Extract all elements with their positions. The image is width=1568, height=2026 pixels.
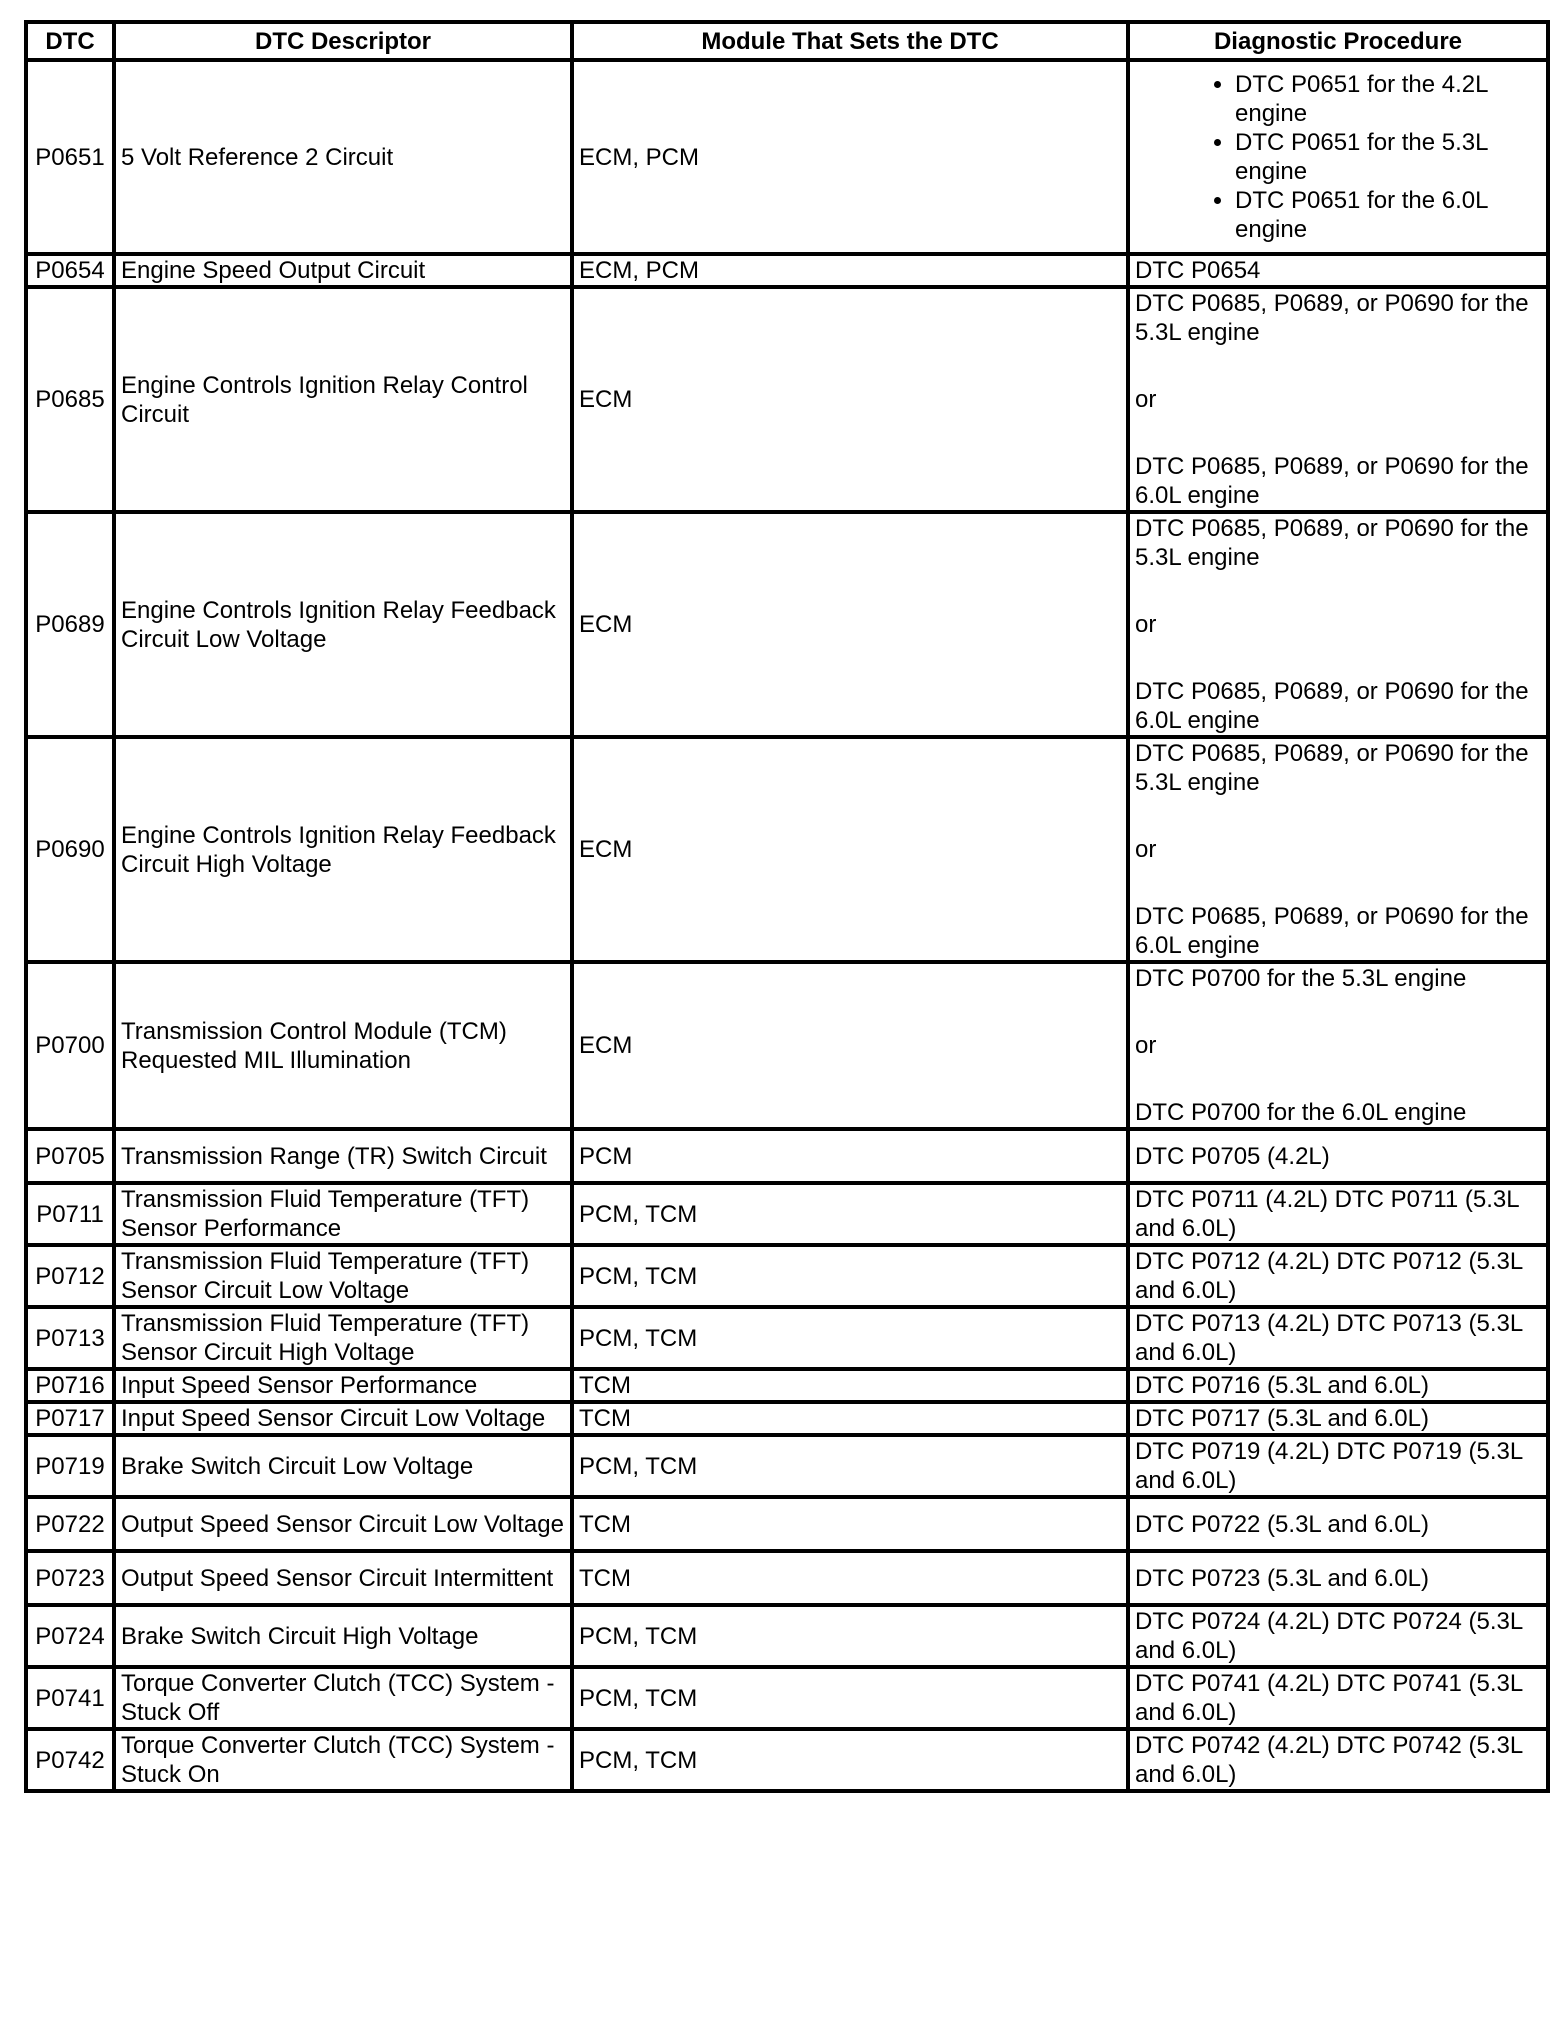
dtc-code-cell: P0719 — [26, 1435, 114, 1497]
diagnostic-procedure-cell — [1128, 1605, 1548, 1667]
procedure-line: or — [1135, 836, 1157, 863]
dtc-code-cell: P0711 — [26, 1183, 114, 1245]
table-row — [26, 737, 1548, 962]
diagnostic-procedure-cell — [1128, 1183, 1548, 1245]
dtc-descriptor-cell: Engine Controls Ignition Relay Feedback Circuit High Voltage — [114, 737, 572, 962]
procedure-line: DTC P0722 (5.3L and 6.0L) — [1135, 1510, 1429, 1538]
table-row — [26, 1183, 1548, 1245]
dtc-descriptor-cell: Output Speed Sensor Circuit Low Voltage — [114, 1497, 572, 1551]
dtc-code-cell: P0651 — [26, 60, 114, 254]
dtc-code-cell: P0705 — [26, 1129, 114, 1183]
dtc-table-body — [26, 60, 1548, 1791]
module-cell: PCM, TCM — [572, 1245, 1128, 1307]
dtc-code-cell: P0717 — [26, 1402, 114, 1435]
header-dtc-descriptor: DTC Descriptor — [114, 22, 572, 60]
dtc-code-cell: P0712 — [26, 1245, 114, 1307]
diagnostic-procedure-cell — [1128, 60, 1548, 254]
table-row — [26, 1369, 1548, 1402]
procedure-line: DTC P0742 (4.2L) DTC P0742 (5.3L and 6.0L) — [1135, 1732, 1529, 1788]
dtc-descriptor-cell: 5 Volt Reference 2 Circuit — [114, 60, 572, 254]
dtc-code-cell: P0722 — [26, 1497, 114, 1551]
dtc-code-cell: P0689 — [26, 512, 114, 737]
diagnostic-procedure-cell — [1128, 1129, 1548, 1183]
dtc-code-cell: P0713 — [26, 1307, 114, 1369]
procedure-spacer — [1135, 797, 1541, 835]
dtc-descriptor-cell: Torque Converter Clutch (TCC) System - Stuck On — [114, 1729, 572, 1791]
module-cell: ECM — [572, 512, 1128, 737]
procedure-line: DTC P0685, P0689, or P0690 for the 5.3L engine — [1135, 515, 1536, 571]
dtc-descriptor-cell: Engine Speed Output Circuit — [114, 254, 572, 287]
table-row — [26, 1402, 1548, 1435]
header-diagnostic-procedure: Diagnostic Procedure — [1128, 22, 1548, 60]
procedure-line: or — [1135, 611, 1157, 638]
diagnostic-procedure-cell — [1128, 1369, 1548, 1402]
procedure-line: DTC P0724 (4.2L) DTC P0724 (5.3L and 6.0L) — [1135, 1608, 1529, 1664]
procedure-bullet-item: • DTC P0651 for the 6.0L engine — [1235, 186, 1541, 244]
diagnostic-procedure-cell — [1128, 512, 1548, 737]
procedure-spacer — [1135, 639, 1541, 677]
header-dtc: DTC — [26, 22, 114, 60]
dtc-code-cell: P0723 — [26, 1551, 114, 1605]
dtc-descriptor-cell: Transmission Fluid Temperature (TFT) Sensor Circuit High Voltage — [114, 1307, 572, 1369]
module-cell: TCM — [572, 1369, 1128, 1402]
procedure-line: or — [1135, 1032, 1157, 1059]
table-row — [26, 1307, 1548, 1369]
procedure-line: DTC P0685, P0689, or P0690 for the 5.3L engine — [1135, 740, 1536, 796]
diagnostic-procedure-cell — [1128, 1402, 1548, 1435]
table-row — [26, 60, 1548, 254]
procedure-spacer — [1135, 347, 1541, 385]
dtc-descriptor-cell: Transmission Fluid Temperature (TFT) Sensor Circuit Low Voltage — [114, 1245, 572, 1307]
module-cell: PCM — [572, 1129, 1128, 1183]
module-cell: TCM — [572, 1402, 1128, 1435]
dtc-code-cell: P0741 — [26, 1667, 114, 1729]
module-cell: ECM — [572, 287, 1128, 512]
table-row — [26, 1667, 1548, 1729]
procedure-spacer — [1135, 993, 1541, 1031]
dtc-descriptor-cell: Output Speed Sensor Circuit Intermittent — [114, 1551, 572, 1605]
procedure-line: DTC P0716 (5.3L and 6.0L) — [1135, 1372, 1429, 1399]
table-row — [26, 1729, 1548, 1791]
diagnostic-procedure-cell — [1128, 1667, 1548, 1729]
dtc-descriptor-cell: Engine Controls Ignition Relay Control Circuit — [114, 287, 572, 512]
procedure-line: DTC P0700 for the 6.0L engine — [1135, 1099, 1467, 1126]
module-cell: ECM — [572, 962, 1128, 1129]
procedure-line: DTC P0685, P0689, or P0690 for the 6.0L engine — [1135, 678, 1536, 734]
diagnostic-procedure-cell — [1128, 254, 1548, 287]
dtc-descriptor-cell: Input Speed Sensor Performance — [114, 1369, 572, 1402]
table-row — [26, 1551, 1548, 1605]
table-row — [26, 512, 1548, 737]
module-cell: PCM, TCM — [572, 1667, 1128, 1729]
diagnostic-procedure-cell — [1128, 962, 1548, 1129]
table-row — [26, 1605, 1548, 1667]
procedure-line: DTC P0685, P0689, or P0690 for the 6.0L engine — [1135, 453, 1536, 509]
diagnostic-procedure-cell — [1128, 1729, 1548, 1791]
header-row — [26, 22, 1548, 60]
procedure-line: DTC P0654 — [1135, 257, 1261, 284]
dtc-code-cell: P0724 — [26, 1605, 114, 1667]
diagnostic-procedure-cell — [1128, 1497, 1548, 1551]
module-cell: ECM, PCM — [572, 60, 1128, 254]
diagnostic-procedure-cell — [1128, 1551, 1548, 1605]
procedure-line: DTC P0700 for the 5.3L engine — [1135, 965, 1467, 992]
procedure-line: DTC P0713 (4.2L) DTC P0713 (5.3L and 6.0L) — [1135, 1310, 1529, 1366]
dtc-descriptor-cell: Torque Converter Clutch (TCC) System - Stuck Off — [114, 1667, 572, 1729]
procedure-bullet-item: • DTC P0651 for the 5.3L engine — [1235, 128, 1541, 186]
dtc-code-cell: P0654 — [26, 254, 114, 287]
procedure-line: DTC P0723 (5.3L and 6.0L) — [1135, 1564, 1429, 1592]
procedure-line: DTC P0717 (5.3L and 6.0L) — [1135, 1405, 1429, 1432]
dtc-descriptor-cell: Brake Switch Circuit Low Voltage — [114, 1435, 572, 1497]
dtc-code-cell: P0716 — [26, 1369, 114, 1402]
header-module: Module That Sets the DTC — [572, 22, 1128, 60]
dtc-code-cell: P0742 — [26, 1729, 114, 1791]
table-row — [26, 1497, 1548, 1551]
diagnostic-procedure-cell — [1128, 287, 1548, 512]
table-row — [26, 1435, 1548, 1497]
procedure-line: DTC P0705 (4.2L) — [1135, 1142, 1330, 1170]
table-row — [26, 254, 1548, 287]
dtc-descriptor-cell: Transmission Range (TR) Switch Circuit — [114, 1129, 572, 1183]
dtc-descriptor-cell: Transmission Fluid Temperature (TFT) Sensor Performance — [114, 1183, 572, 1245]
module-cell: PCM, TCM — [572, 1183, 1128, 1245]
diagnostic-procedure-cell — [1128, 737, 1548, 962]
module-cell: ECM — [572, 737, 1128, 962]
table-row — [26, 962, 1548, 1129]
procedure-spacer — [1135, 572, 1541, 610]
dtc-table — [24, 20, 1550, 1793]
diagnostic-procedure-cell — [1128, 1307, 1548, 1369]
dtc-code-cell: P0700 — [26, 962, 114, 1129]
procedure-spacer — [1135, 1060, 1541, 1098]
module-cell: PCM, TCM — [572, 1307, 1128, 1369]
procedure-line: DTC P0711 (4.2L) DTC P0711 (5.3L and 6.0L) — [1135, 1186, 1526, 1242]
dtc-descriptor-cell: Engine Controls Ignition Relay Feedback Circuit Low Voltage — [114, 512, 572, 737]
dtc-descriptor-cell: Brake Switch Circuit High Voltage — [114, 1605, 572, 1667]
module-cell: ECM, PCM — [572, 254, 1128, 287]
procedure-line: or — [1135, 386, 1157, 413]
procedure-line: DTC P0685, P0689, or P0690 for the 5.3L engine — [1135, 290, 1536, 346]
procedure-line: DTC P0741 (4.2L) DTC P0741 (5.3L and 6.0L) — [1135, 1670, 1529, 1726]
table-row — [26, 1129, 1548, 1183]
module-cell: PCM, TCM — [572, 1729, 1128, 1791]
table-row — [26, 1245, 1548, 1307]
procedure-spacer — [1135, 414, 1541, 452]
procedure-spacer — [1135, 864, 1541, 902]
table-row — [26, 287, 1548, 512]
dtc-descriptor-cell: Transmission Control Module (TCM) Requested MIL Illumination — [114, 962, 572, 1129]
module-cell: PCM, TCM — [572, 1435, 1128, 1497]
diagnostic-procedure-cell — [1128, 1435, 1548, 1497]
procedure-line: DTC P0719 (4.2L) DTC P0719 (5.3L and 6.0L) — [1135, 1438, 1529, 1494]
procedure-line: DTC P0685, P0689, or P0690 for the 6.0L engine — [1135, 903, 1536, 959]
diagnostic-procedure-cell — [1128, 1245, 1548, 1307]
dtc-descriptor-cell: Input Speed Sensor Circuit Low Voltage — [114, 1402, 572, 1435]
procedure-line: DTC P0712 (4.2L) DTC P0712 (5.3L and 6.0L) — [1135, 1248, 1529, 1304]
module-cell: PCM, TCM — [572, 1605, 1128, 1667]
dtc-code-cell: P0685 — [26, 287, 114, 512]
procedure-bullet-item: • DTC P0651 for the 4.2L engine — [1235, 70, 1541, 128]
dtc-code-cell: P0690 — [26, 737, 114, 962]
procedure-bullet-list — [1135, 70, 1541, 244]
module-cell: TCM — [572, 1551, 1128, 1605]
module-cell: TCM — [572, 1497, 1128, 1551]
